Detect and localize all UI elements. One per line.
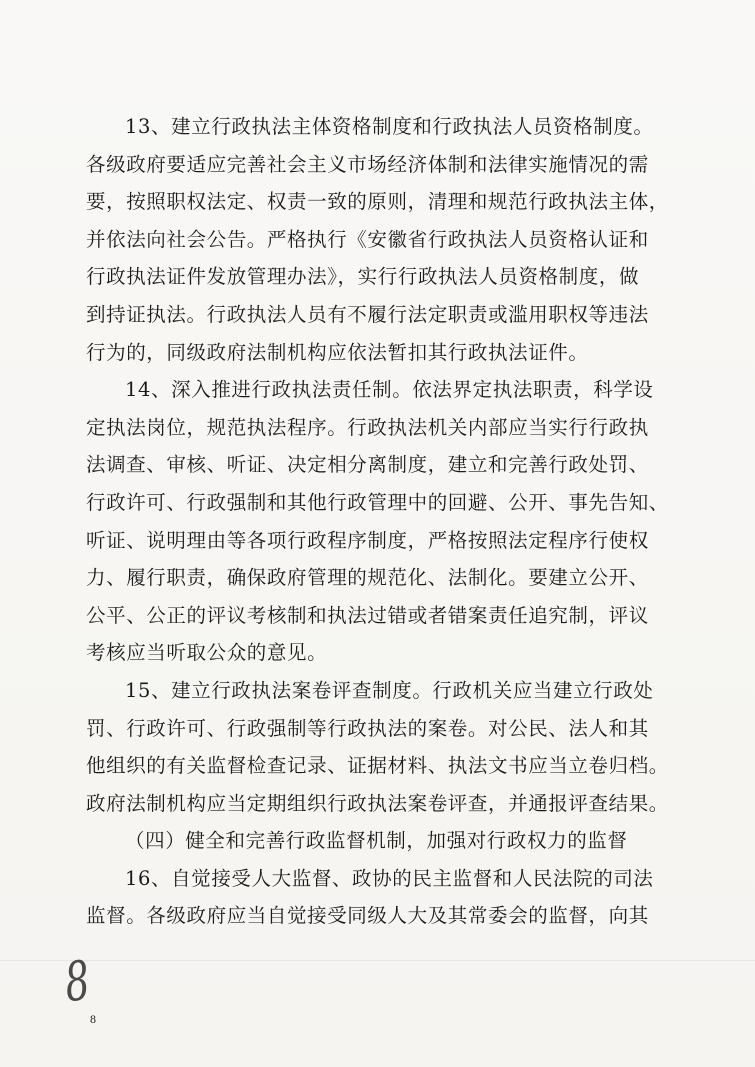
paragraph-16 [86,860,676,935]
paragraph-line: 监督。各级政府应当自觉接受同级人大及其常委会的监督，向其 [86,904,649,928]
handwritten-page-mark: 8 [61,948,93,1015]
paragraph-line: 到持证执法。行政执法人员有不履行法定职责或滥用职权等违法 [86,302,649,326]
paragraph-line: 政府法制机构应当定期组织行政执法案卷评查，并通报评查结果。 [86,791,669,815]
paragraph-line: 考核应当听取公众的意见。 [86,641,328,665]
paragraph-line: 公平、公正的评议考核制和执法过错或者错案责任追究制，评议 [86,603,649,627]
section-heading-4 [86,822,676,860]
paragraph-line: 行政许可、行政强制和其他行政管理中的回避、公开、事先告知、 [86,490,669,514]
paragraph-line: 行为的，同级政府法制机构应依法暂扣其行政执法证件。 [86,340,589,364]
paragraph-line: 法调查、审核、听证、决定相分离制度，建立和完善行政处罚、 [86,453,649,477]
paragraph-14 [86,371,676,672]
paragraph-line: 15、建立行政执法案卷评查制度。行政机关应当建立行政处 [125,678,654,702]
paragraph-line: 各级政府要适应完善社会主义市场经济体制和法律实施情况的需 [86,152,649,176]
paragraph-line: 行政执法证件发放管理办法》，实行行政执法人员资格制度，做 [86,265,640,289]
paragraph-15 [86,672,676,822]
paragraph-line: 13、建立行政执法主体资格制度和行政执法人员资格制度。 [125,115,654,138]
scan-fold-line [0,960,755,961]
document-body [86,108,676,935]
paragraph-line: 听证、说明理由等各项行政程序制度，严格按照法定程序行使权 [86,528,649,552]
paragraph-line: 力、履行职责，确保政府管理的规范化、法制化。要建立公开、 [86,566,649,590]
paragraph-line: 他组织的有关监督检查记录、证据材料、执法文书应当立卷归档。 [86,754,669,778]
paragraph-line: 14、深入推进行政执法责任制。依法界定执法职责，科学设 [125,378,654,402]
paragraph-line: 定执法岗位，规范执法程序。行政执法机关内部应当实行行政执 [86,415,649,439]
section-heading: （四）健全和完善行政监督机制，加强对行政权力的监督 [125,829,628,853]
paragraph-13 [86,108,676,371]
paragraph-line: 罚、行政许可、行政强制等行政执法的案卷。对公民、法人和其 [86,716,649,740]
paragraph-line: 并依法向社会公告。严格执行《安徽省行政执法人员资格认证和 [86,227,649,251]
page-number: 8 [90,1012,96,1026]
paragraph-line: 要，按照职权法定、权责一致的原则，清理和规范行政执法主体， [86,190,669,214]
paragraph-line: 16、自觉接受人大监督、政协的民主监督和人民法院的司法 [125,866,654,890]
